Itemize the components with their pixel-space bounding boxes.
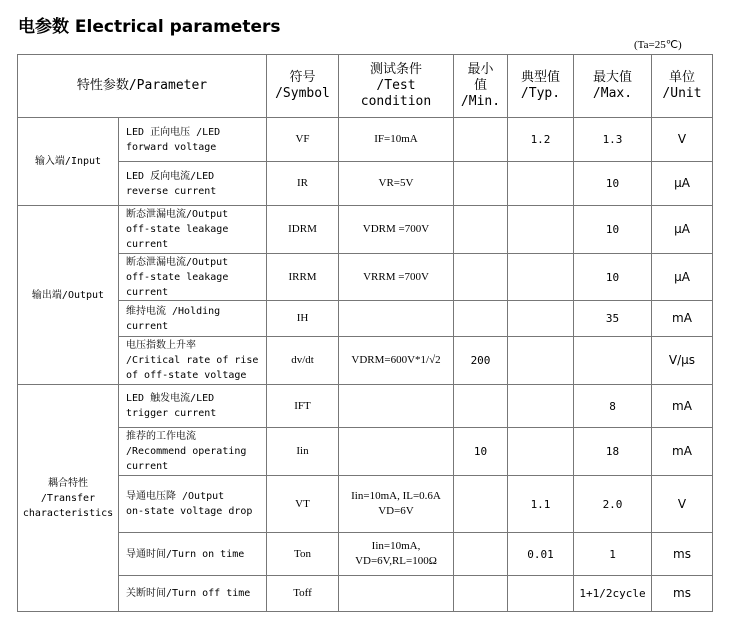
symbol-cell: IFT — [267, 385, 339, 428]
unit-cell: ms — [652, 576, 713, 612]
table-row — [18, 576, 713, 612]
param-line: 断态泄漏电流/Output — [126, 209, 229, 220]
header-min — [454, 55, 508, 118]
symbol-cell: Ton — [267, 533, 339, 576]
min-cell — [454, 385, 508, 428]
ambient-condition: (Ta=25℃) — [634, 39, 682, 51]
param-line: 关断时间/Turn off time — [126, 588, 251, 599]
header-test-en2: condition — [360, 94, 432, 109]
test-line: VD=6V,RL=100Ω — [355, 555, 437, 567]
typ-cell: 0.01 — [508, 533, 574, 576]
max-cell: 1.3 — [574, 118, 652, 162]
param-line: current — [126, 320, 169, 332]
param-cell — [119, 206, 267, 254]
typ-cell: 1.1 — [508, 476, 574, 533]
max-cell: 18 — [574, 428, 652, 476]
table-row — [18, 162, 713, 206]
max-cell: 1 — [574, 533, 652, 576]
min-cell: 10 — [454, 428, 508, 476]
header-unit-en: /Unit — [662, 86, 702, 101]
page-title: 电参数 Electrical parameters — [18, 17, 281, 37]
unit-cell: ms — [652, 533, 713, 576]
header-row — [18, 55, 713, 118]
test-cell — [339, 301, 454, 337]
typ-cell — [508, 385, 574, 428]
table-row — [18, 428, 713, 476]
header-min-cn2: 值 — [473, 78, 487, 93]
unit-cell: μA — [652, 254, 713, 301]
symbol-cell: VT — [267, 476, 339, 533]
table-row — [18, 301, 713, 337]
test-cell — [339, 576, 454, 612]
test-cell — [339, 385, 454, 428]
unit-cell: mA — [652, 301, 713, 337]
max-cell: 10 — [574, 254, 652, 301]
header-test-en1: /Test — [376, 78, 416, 93]
unit-cell: mA — [652, 385, 713, 428]
header-test-cn: 测试条件 — [369, 62, 422, 77]
unit-cell: μA — [652, 162, 713, 206]
param-cell — [119, 337, 267, 385]
electrical-parameters-table — [17, 54, 713, 612]
typ-cell — [508, 206, 574, 254]
param-cell — [119, 576, 267, 612]
param-line: 维持电流 /Holding — [126, 305, 221, 317]
symbol-cell: IDRM — [267, 206, 339, 254]
min-cell — [454, 162, 508, 206]
max-cell — [574, 337, 652, 385]
group-transfer-line: /Transfer — [40, 492, 96, 504]
param-line: 断态泄漏电流/Output — [126, 256, 229, 268]
header-max-en: /Max. — [592, 86, 633, 101]
param-cell — [119, 385, 267, 428]
header-typ — [508, 55, 574, 118]
symbol-cell: VF — [267, 118, 339, 162]
table-row — [18, 385, 713, 428]
header-symbol — [267, 55, 339, 118]
header-symbol-en: /Symbol — [275, 86, 330, 101]
min-cell — [454, 118, 508, 162]
param-cell — [119, 118, 267, 162]
param-line: 导通时间/Turn on time — [126, 548, 245, 560]
min-cell: 200 — [454, 337, 508, 385]
param-line: LED 正向电压 /LED — [126, 126, 221, 138]
test-line: VD=6V — [378, 505, 414, 517]
group-transfer-line: characteristics — [22, 507, 114, 519]
param-line: 推荐的工作电流 — [126, 431, 196, 442]
table-row — [18, 118, 713, 162]
typ-cell: 1.2 — [508, 118, 574, 162]
table-row — [18, 533, 713, 576]
table-row — [18, 476, 713, 533]
max-cell: 2.0 — [574, 476, 652, 533]
param-line: of off-state voltage — [126, 370, 247, 381]
symbol-cell: dv/dt — [267, 337, 339, 385]
table-row — [18, 254, 713, 301]
header-unit — [652, 55, 713, 118]
param-line: reverse current — [126, 185, 217, 197]
typ-cell — [508, 162, 574, 206]
symbol-cell: IR — [267, 162, 339, 206]
param-line: off-state leakage — [126, 224, 229, 235]
param-cell — [119, 254, 267, 301]
max-cell: 8 — [574, 385, 652, 428]
test-line: Iin=10mA, — [371, 540, 421, 552]
table-row — [18, 337, 713, 385]
param-line: current — [126, 239, 169, 250]
param-line: current — [126, 286, 169, 298]
header-min-cn1: 最小 — [467, 62, 494, 77]
param-line: LED 触发电流/LED — [126, 393, 215, 404]
unit-cell: V — [652, 476, 713, 533]
symbol-cell: Toff — [267, 576, 339, 612]
param-line: trigger current — [126, 408, 217, 419]
min-cell — [454, 206, 508, 254]
group-transfer-line: 耦合特性 — [48, 477, 88, 489]
max-cell: 10 — [574, 206, 652, 254]
max-cell: 35 — [574, 301, 652, 337]
group-transfer — [18, 385, 119, 612]
header-typ-cn: 典型值 — [520, 70, 560, 85]
test-cell: IF=10mA — [339, 118, 454, 162]
table-row — [18, 206, 713, 254]
param-line: current — [126, 461, 169, 472]
param-cell — [119, 162, 267, 206]
min-cell — [454, 476, 508, 533]
header-max-cn: 最大值 — [592, 70, 632, 85]
test-cell — [339, 533, 454, 576]
param-cell — [119, 301, 267, 337]
param-cell — [119, 476, 267, 533]
param-cell — [119, 533, 267, 576]
min-cell — [454, 533, 508, 576]
typ-cell — [508, 576, 574, 612]
unit-cell: V/μs — [652, 337, 713, 385]
symbol-cell: Iin — [267, 428, 339, 476]
test-cell — [339, 476, 454, 533]
group-input: 输入端/Input — [18, 118, 119, 206]
min-cell — [454, 301, 508, 337]
param-line: LED 反向电流/LED — [126, 170, 215, 182]
header-max — [574, 55, 652, 118]
header-test-condition — [339, 55, 454, 118]
group-output: 输出端/Output — [18, 206, 119, 385]
test-cell: VR=5V — [339, 162, 454, 206]
param-line: on-state voltage drop — [126, 506, 253, 517]
test-line: Iin=10mA, IL=0.6A — [351, 490, 441, 502]
unit-cell: V — [652, 118, 713, 162]
param-line: 导通电压降 /Output — [126, 491, 225, 502]
header-typ-en: /Typ. — [520, 86, 561, 101]
unit-cell: mA — [652, 428, 713, 476]
test-cell: VDRM=600V*1/√2 — [339, 337, 454, 385]
typ-cell — [508, 301, 574, 337]
symbol-cell: IRRM — [267, 254, 339, 301]
typ-cell — [508, 254, 574, 301]
test-cell: VRRM =700V — [339, 254, 454, 301]
param-line: /Critical rate of rise — [126, 355, 259, 366]
param-line: /Recommend operating — [126, 446, 247, 457]
header-parameter: 特性参数/Parameter — [18, 55, 267, 118]
test-cell: VDRM =700V — [339, 206, 454, 254]
typ-cell — [508, 428, 574, 476]
min-cell — [454, 576, 508, 612]
param-cell — [119, 428, 267, 476]
unit-cell: μA — [652, 206, 713, 254]
param-line: off-state leakage — [126, 271, 229, 283]
param-line: forward voltage — [126, 141, 217, 153]
header-symbol-cn: 符号 — [289, 70, 316, 85]
param-line: 电压指数上升率 — [126, 340, 196, 351]
max-cell: 10 — [574, 162, 652, 206]
symbol-cell: IH — [267, 301, 339, 337]
header-unit-cn: 单位 — [668, 70, 695, 85]
test-cell — [339, 428, 454, 476]
typ-cell — [508, 337, 574, 385]
header-min-en: /Min. — [460, 94, 501, 109]
min-cell — [454, 254, 508, 301]
max-cell: 1+1/2cycle — [574, 576, 652, 612]
